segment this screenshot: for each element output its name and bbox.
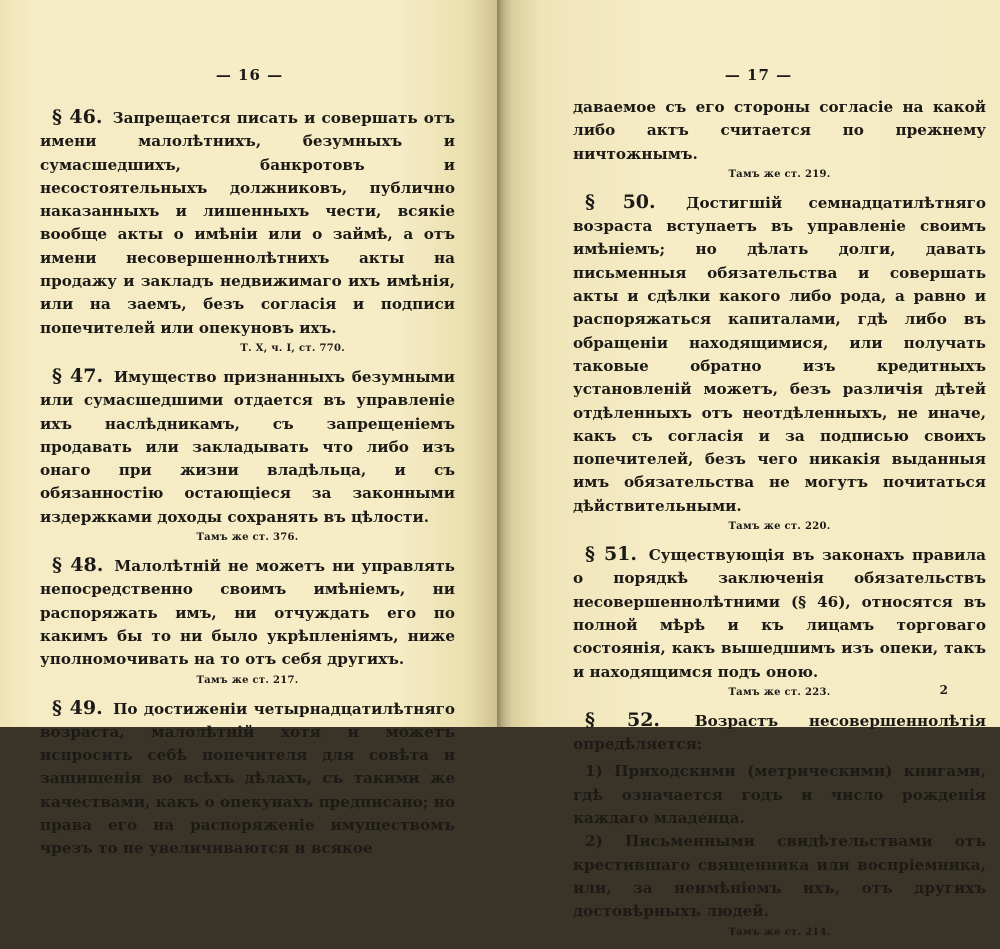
section-number: § 47. [52,364,104,387]
law-reference: Тамъ же ст. 376. [196,532,299,544]
paragraph-text: Имущество признанныхъ безумными или сумасшедшими отдается въ управленіе ихъ наслѣдникамъ, съ запрещеніемъ продавать или закладывать что либо изъ онаго при жизни владѣльца, и съ обязанностію остающіеся за законными издержками доходы сохранять въ цѣлости. [40,367,455,526]
paragraph-text: Малолѣтній не можетъ ни управлять непосредственно своимъ имѣніемъ, ни распоряжать имъ, ни отчуждать его по какимъ бы то ни было укрѣпленіямъ, ниже уполномочивать на то отъ себя другихъ. [40,557,455,669]
paragraph-47 [40,365,455,529]
section-number: § 51. [585,543,637,566]
law-reference: Т. X, ч. I, ст. 770. [240,342,345,354]
page-number: — 17 — [724,66,793,84]
section-number: § 46. [52,106,103,128]
book-gutter [497,0,511,727]
paragraph-52 [573,709,986,757]
left-page [0,0,497,858]
section-number: § 52. [585,708,661,731]
law-reference: Тамъ же ст. 223. [728,686,831,698]
page-content [573,96,986,949]
paragraph-49 [40,697,455,861]
paragraph-continuation: даваемое съ его стороны согласіе на какой либо актъ считается по прежнему ничтожнымъ. [573,98,986,163]
list-item: 2) Письменными свидѣтельствами отъ крестившаго священника или воспріемника, или, за неимѣніемъ ихъ, отъ другихъ достовѣрныхъ людей. [573,832,986,921]
signature-mark: 2 [939,683,948,697]
law-reference: Тамъ же ст. 220. [728,521,831,533]
law-reference: Тамъ же ст. 219. [728,168,831,180]
list-item: 1) Приходскими (метрическими) книгами, гдѣ означается годъ и число рожденія каждаго младенца. [573,762,986,828]
paragraph-48 [40,554,455,671]
paragraph-text: Возрастъ несовершеннолѣтія опредѣляется: [573,711,987,754]
page-number: — 16 — [215,66,284,84]
right-page [511,0,1000,938]
section-number: § 48. [52,554,104,577]
page-content [40,106,455,861]
paragraph-46 [40,106,455,340]
paragraph-51 [573,543,986,684]
paragraph-text: Достигшій семнадцатилѣтняго возраста вступаетъ въ управленіе своимъ имѣніемъ; но дѣлать долги, давать письменныя обязательства и совершать акты и сдѣлки какого либо рода, а равно и распоряжаться капиталами, гдѣ либо въ обращеніи находящимися, или получать таковые обратно изъ кредитныхъ установленій можетъ, безъ различія дѣтей отдѣленныхъ отъ неотдѣленныхъ, не иначе, какъ съ согласія и за подписью своихъ попечителей, безъ чего никакія выданныя имъ обязательства не могутъ почитаться дѣйствительными. [573,193,986,515]
section-number: § 49. [52,696,103,719]
section-number: § 50. [585,190,656,213]
paragraph-text: Запрещается писать и совершать отъ имени малолѣтнихъ, безумныхъ и сумасшедшихъ, банкротовъ и несостоятельныхъ должниковъ, публично наказанныхъ и лишенныхъ чести, всякіе вообще акты о имѣніи или о займѣ, а отъ имени несовершеннолѣтнихъ акты на продажу и закладъ недвижимаго ихъ имѣнія, или на заемъ, безъ согласія и подписи попечителей или опекуновъ ихъ. [40,109,455,337]
law-reference: Тамъ же ст. 217. [196,674,299,686]
paragraph-text: По достиженіи четырнадцатилѣтняго возраста, малолѣтній хотя и можетъ испросить себѣ попечителя для совѣта и защищенія во всѣхъ дѣлахъ, съ такими же качествами, какъ о опекунахъ предписано; но права его на распоряженіе имуществомъ чрезъ то не увеличиваются и всякое [40,699,456,858]
paragraph-50 [573,191,986,518]
paragraph-text: Существующія въ законахъ правила о порядкѣ заключенія обязательствъ несовершеннолѣтними (§ 46), относятся въ полной мѣрѣ и къ лицамъ торговаго состоянія, какъ вышедшимъ изъ опеки, такъ и находящимся подъ оною. [573,546,986,681]
law-reference: Тамъ же ст. 214. [728,926,831,938]
